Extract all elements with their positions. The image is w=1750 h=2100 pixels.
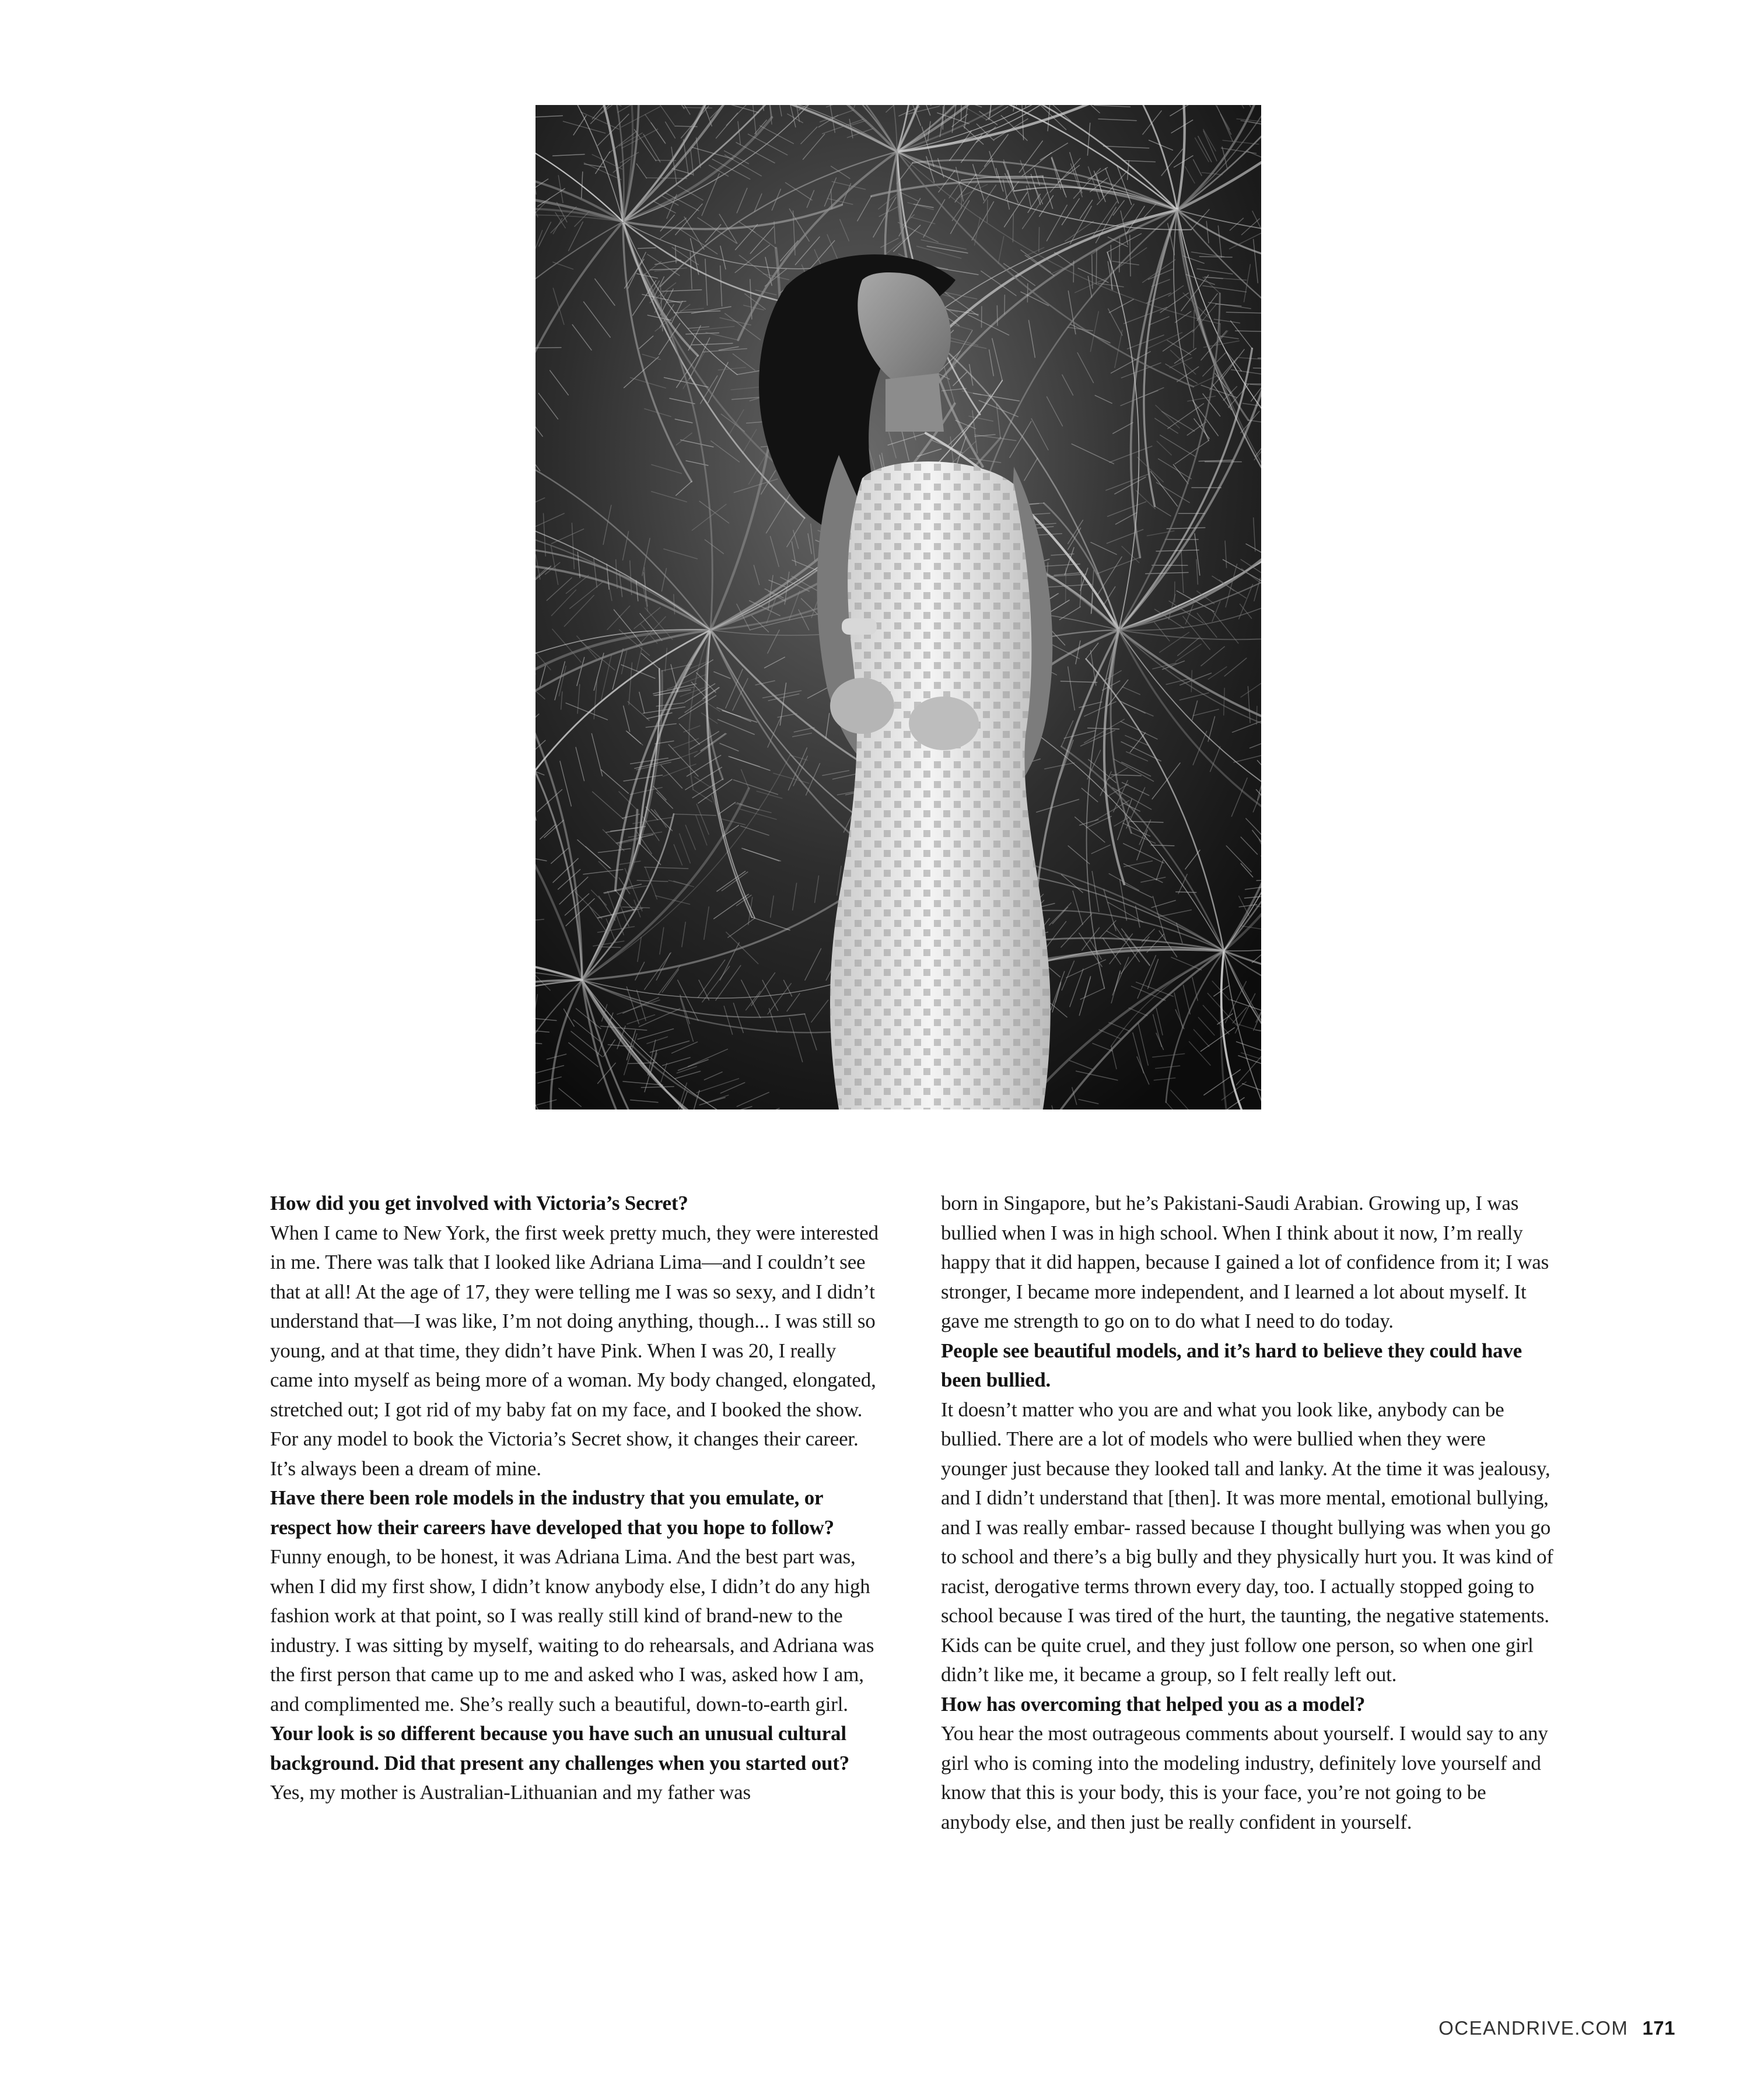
interview-answer: born in Singapore, but he’s Pakistani-Saudi Arabian. Growing up, I was bullied when I was in high school. When I think about it now, I’m really happy that it did happen, because I gained a lot of confidence from it; I was stronger, I became more independent, and I learned a lot about myself. It gave me strength to go on to do what I need to do today. (941, 1192, 1549, 1332)
interview-answer: You hear the most outrageous comments about yourself. I would say to any girl who is coming into the modeling industry, definitely love yourself and know that this is your body, this is your face, you’re not going to be anybody else, and then just be really confident in yourself. (941, 1722, 1548, 1833)
article-column-left (270, 1189, 883, 1808)
interview-answer: It doesn’t matter who you are and what you look like, anybody can be bullied. There are a lot of models who were bullied when they were younger just because they looked tall and lanky. At the time it was jealousy, and I didn’t understand that [then]. It was more mental, emotional bullying, and I was really embar- rassed because I thought bullying was when you go to school and there’s a big bully and they physically hurt you. It was kind of racist, derogative terms thrown every day, too. I actually stopped going to school because I was tired of the hurt, the taunting, the negative statements. Kids can be quite cruel, and they just follow one person, so when one girl didn’t like me, it became a group, so I felt really left out. (941, 1398, 1553, 1686)
interview-answer: When I came to New York, the first week pretty much, they were interested in me. There was talk that I looked like Adriana Lima—and I couldn’t see that at all! At the age of 17, they were telling me I was so sexy, and I didn’t understand that—I was like, I’m not doing anything, though... I was still so young, and at that time, they didn’t have Pink. When I was 20, I really came into myself as being more of a woman. My body changed, elongated, stretched out; I got rid of my baby fat on my face, and I booked the show. For any model to book the Victoria’s Secret show, it changes their career. It’s always been a dream of mine. (270, 1221, 878, 1480)
page-footer (1438, 2017, 1675, 2039)
page-number: 171 (1642, 2017, 1675, 2039)
interview-question: How has overcoming that helped you as a model? (941, 1692, 1366, 1716)
interview-question: Have there been role models in the industry that you emulate, or respect how their careers have developed that you hope to follow? (270, 1486, 834, 1539)
interview-question: People see beautiful models, and it’s hard to believe they could have been bullied. (941, 1339, 1522, 1391)
article-column-right (941, 1189, 1553, 1837)
fashion-photo (536, 105, 1261, 1110)
interview-question: How did you get involved with Victoria’s Secret? (270, 1192, 688, 1214)
interview-question: Your look is so different because you have such an unusual cultural background. Did that present any challenges when you started out? (270, 1722, 850, 1774)
interview-answer: Yes, my mother is Australian-Lithuanian and my father was (270, 1781, 751, 1804)
site-url: OCEANDRIVE.COM (1438, 2017, 1629, 2039)
photo-illustration (536, 105, 1261, 1110)
interview-answer: Funny enough, to be honest, it was Adriana Lima. And the best part was, when I did my first show, I didn’t know anybody else, I didn’t do any high fashion work at that point, so I was really still kind of brand-new to the industry. I was sitting by myself, waiting to do rehearsals, and Adriana was the first person that came up to me and asked who I was, asked how I am, and complimented me. She’s really such a beautiful, down-to-earth girl. (270, 1545, 874, 1716)
